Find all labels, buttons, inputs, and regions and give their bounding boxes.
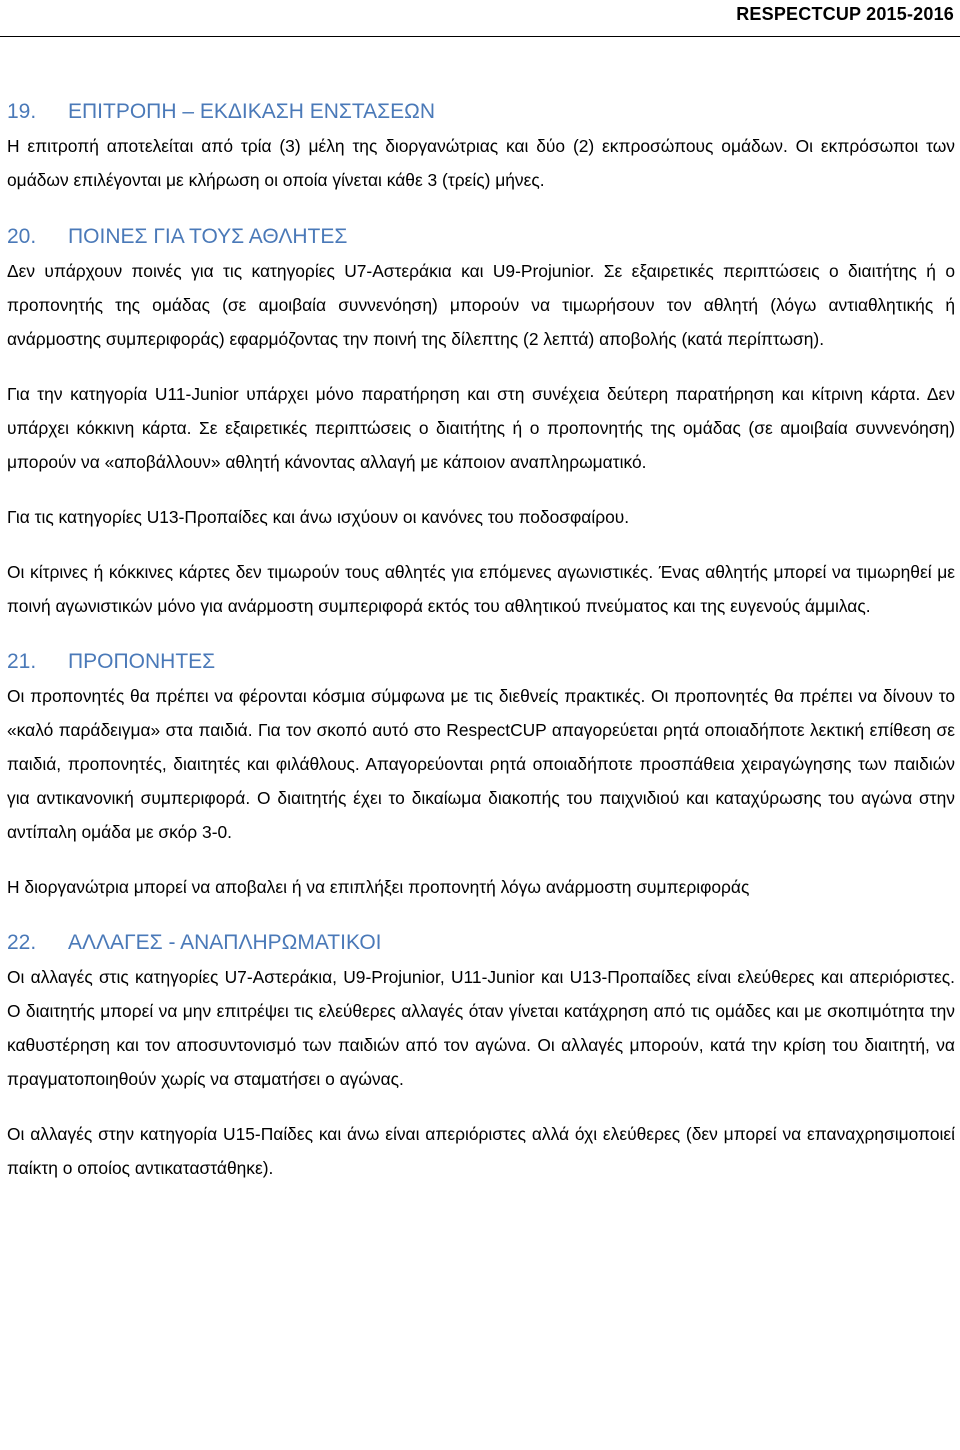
paragraph: Για την κατηγορία U11-Junior υπάρχει μόνο παρατήρηση και στη συνέχεια δεύτερη παρατήρηση και κίτρινη κάρτα. Δεν υπάρχει κόκκινη κάρτα. Σε εξαιρετικές περιπτώσεις ο διαιτήτης ή ο προπονητής της ομάδας (σε αμοιβαία συννενόηση) μπορούν να «αποβάλλουν» αθλητή κάνοντας αλλαγή με κάποιον αναπληρωματικό.	[7, 384, 955, 472]
section-title: ΑΛΛΑΓΕΣ - ΑΝΑΠΛΗΡΩΜΑΤΙΚΟΙ	[68, 931, 382, 954]
section-number: 20.	[7, 225, 37, 248]
paragraph: Η διοργανώτρια μπορεί να αποβαλει ή να επιπλήξει προπονητή λόγω ανάρμοστη συμπεριφοράς	[7, 877, 750, 897]
section-heading-20	[7, 220, 955, 254]
document-body	[7, 95, 955, 1185]
paragraph: Δεν υπάρχουν ποινές για τις κατηγορίες U7-Αστεράκια και U9-Projunior. Σε εξαιρετικές περιπτώσεις ο διαιτήτης ή ο προπονητής της ομάδας (σε αμοιβαία συννενόηση) μπορούν να τιμωρήσουν τον αθλητή (λόγω αντιαθλητικής ή ανάρμοστης συμπεριφοράς) εφαρμόζοντας την ποινή της δίλεπτης (2 λεπτά) αποβολής (κατά περίπτωση).	[7, 261, 955, 349]
paragraph: Οι προπονητές θα πρέπει να φέρονται κόσμια σύμφωνα με τις διεθνείς πρακτικές. Οι προπονητές θα πρέπει να δίνουν το «καλό παράδειγμα» στα παιδιά. Για τον σκοπό αυτό στο RespectCUP απαγορεύεται ρητά οποιαδήποτε λεκτική επίθεση σε παιδιά, προπονητές, διαιτητές και φιλάθλους. Απαγορεύονται ρητά οποιαδήποτε προσπάθεια χειραγώγησης των παιδιών για αντικανονική συμπεριφορά. Ο διαιτητής έχει το δικαίωμα διακοπής του παιχνιδιού και καταχύρωσης του αγώνα στην αντίπαλη ομάδα με σκόρ 3-0.	[7, 686, 955, 842]
section-heading-19	[7, 95, 955, 129]
paragraph: Οι αλλαγές στις κατηγορίες U7-Αστεράκια, U9-Projunior, U11-Junior και U13-Προπαίδες είναι ελεύθερες και απεριόριστες. Ο διαιτητής μπορεί να μην επιτρέψει τις ελεύθερες αλλαγές όταν γίνεται κατάχρηση από τις ομάδες και με σκοπιμότητα την καθυστέρηση και τον αποσυντονισμό των παιδιών από τον αγώνα. Οι αλλαγές μπορούν, κατά την κρίση του διαιτητή, να πραγματοποιηθούν χωρίς να σταματήσει ο αγώνας.	[7, 967, 955, 1089]
section-title: ΠΡΟΠΟΝΗΤΕΣ	[68, 650, 216, 673]
section-title: ΠΟΙΝΕΣ ΓΙΑ ΤΟΥΣ ΑΘΛΗΤΕΣ	[68, 225, 348, 248]
section-title: ΕΠΙΤΡΟΠΗ – ΕΚΔΙΚΑΣΗ ΕΝΣΤΑΣΕΩΝ	[68, 100, 436, 123]
header-divider	[0, 36, 960, 37]
section-number: 21.	[7, 650, 37, 673]
paragraph: Η επιτροπή αποτελείται από τρία (3) μέλη της διοργανώτριας και δύο (2) εκπροσώπους ομάδων. Οι εκπρόσωποι των ομάδων επιλέγονται με κλήρωση οι οποία γίνεται κάθε 3 (τρείς) μήνες.	[7, 136, 955, 190]
paragraph: Για τις κατηγορίες U13-Προπαίδες και άνω ισχύουν οι κανόνες του ποδοσφαίρου.	[7, 507, 630, 527]
page-header-title: RESPECTCUP 2015-2016	[736, 4, 954, 24]
section-number: 22.	[7, 931, 37, 954]
paragraph: Οι αλλαγές στην κατηγορία U15-Παίδες και άνω είναι απεριόριστες αλλά όχι ελεύθερες (δεν μπορεί να επαναχρησιμοποιεί παίκτη ο οποίος αντικαταστάθηκε).	[7, 1124, 955, 1178]
paragraph: Οι κίτρινες ή κόκκινες κάρτες δεν τιμωρούν τους αθλητές για επόμενες αγωνιστικές. Ένας αθλητής μπορεί να τιμωρηθεί με ποινή αγωνιστικών μόνο για ανάρμοστη συμπεριφορά εκτός του αθλητικού πνεύματος και της ευγενούς άμμιλας.	[7, 562, 955, 616]
section-number: 19.	[7, 100, 37, 123]
section-heading-21	[7, 645, 955, 679]
section-heading-22	[7, 926, 955, 960]
